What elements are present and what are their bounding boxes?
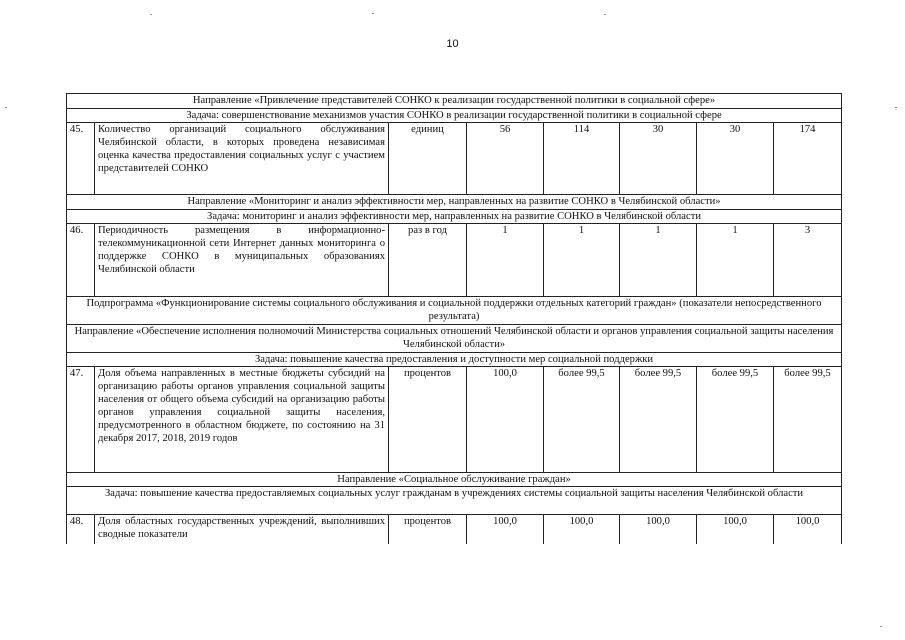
unit-cell: процентов bbox=[389, 367, 467, 473]
row-number: 47. bbox=[67, 367, 95, 473]
indicators-table bbox=[66, 93, 842, 544]
value-cell: 100,0 bbox=[544, 515, 620, 544]
direction-row bbox=[67, 195, 842, 210]
value-cell: более 99,5 bbox=[544, 367, 620, 473]
value-cell: 1 bbox=[697, 224, 774, 297]
value-cell: 174 bbox=[774, 123, 842, 195]
page-number: 10 bbox=[446, 38, 459, 50]
value-cell: 30 bbox=[697, 123, 774, 195]
direction-row bbox=[67, 473, 842, 487]
value-cell: более 99,5 bbox=[774, 367, 842, 473]
task-row bbox=[67, 109, 842, 123]
task-heading: Задача: совершенствование механизмов участия СОНКО в реализации государственной политики в социальной сфере bbox=[67, 109, 842, 123]
direction-heading: Направление «Мониторинг и анализ эффективности мер, направленных на развитие СОНКО в Челябинской области» bbox=[67, 195, 842, 210]
value-cell: 114 bbox=[544, 123, 620, 195]
indicator-row bbox=[67, 515, 842, 544]
value-cell: 30 bbox=[620, 123, 697, 195]
task-row bbox=[67, 210, 842, 224]
value-cell: более 99,5 bbox=[697, 367, 774, 473]
direction-heading: Направление «Обеспечение исполнения полномочий Министерства социальных отношений Челябинской области и органов управления социальной защиты населения Челябинской области» bbox=[67, 325, 842, 353]
value-cell: 100,0 bbox=[467, 515, 544, 544]
value-cell: 100,0 bbox=[697, 515, 774, 544]
task-row bbox=[67, 353, 842, 367]
task-heading: Задача: повышение качества предоставления и доступности мер социальной поддержки bbox=[67, 353, 842, 367]
unit-cell: раз в год bbox=[389, 224, 467, 297]
indicator-description: Периодичность размещения в информационно-телекоммуникационной сети Интернет данных мониторинга о поддержке СОНКО в муниципальных образованиях Челябинской области bbox=[95, 224, 389, 297]
value-cell: 100,0 bbox=[774, 515, 842, 544]
task-heading: Задача: мониторинг и анализ эффективности мер, направленных на развитие СОНКО в Челябинской области bbox=[67, 210, 842, 224]
value-cell: 1 bbox=[620, 224, 697, 297]
value-cell: 56 bbox=[467, 123, 544, 195]
row-number: 46. bbox=[67, 224, 95, 297]
scan-speck bbox=[880, 626, 882, 627]
unit-cell: единиц bbox=[389, 123, 467, 195]
scan-speck bbox=[150, 14, 152, 15]
value-cell: более 99,5 bbox=[620, 367, 697, 473]
value-cell: 1 bbox=[544, 224, 620, 297]
row-number: 45. bbox=[67, 123, 95, 195]
scan-speck bbox=[604, 14, 606, 15]
value-cell: 100,0 bbox=[467, 367, 544, 473]
indicator-description: Доля областных государственных учреждений, выполнивших сводные показатели bbox=[95, 515, 389, 544]
scan-speck bbox=[372, 13, 374, 14]
indicator-description: Доля объема направленных в местные бюджеты субсидий на организацию работы органов управления социальной защиты населения от общего объема субсидий на организацию работы органов управления социальной защиты населения, предусмотренного в областном бюджете, по состоянию на 31 декабря 2017, 2018, 2019 годов bbox=[95, 367, 389, 473]
subprogram-heading: Подпрограмма «Функционирование системы социального обслуживания и социальной поддержки отдельных категорий граждан» (показатели непосредственного результата) bbox=[67, 297, 842, 325]
scan-speck bbox=[5, 107, 7, 108]
direction-row bbox=[67, 325, 842, 353]
indicator-row bbox=[67, 123, 842, 195]
task-row bbox=[67, 487, 842, 515]
subprogram-row bbox=[67, 297, 842, 325]
scan-speck bbox=[895, 107, 897, 108]
task-heading: Задача: повышение качества предоставляемых социальных услуг гражданам в учреждениях системы социальной защиты населения Челябинской области bbox=[67, 487, 842, 515]
indicator-row bbox=[67, 367, 842, 473]
value-cell: 100,0 bbox=[620, 515, 697, 544]
value-cell: 1 bbox=[467, 224, 544, 297]
indicator-description: Количество организаций социального обслуживания Челябинской области, в которых проведена независимая оценка качества предоставления социальных услуг с участием представителей СОНКО bbox=[95, 123, 389, 195]
indicator-row bbox=[67, 224, 842, 297]
value-cell: 3 bbox=[774, 224, 842, 297]
unit-cell: процентов bbox=[389, 515, 467, 544]
row-number: 48. bbox=[67, 515, 95, 544]
direction-heading: Направление «Привлечение представителей СОНКО к реализации государственной политики в социальной сфере» bbox=[67, 94, 842, 109]
direction-heading: Направление «Социальное обслуживание граждан» bbox=[67, 473, 842, 487]
direction-row bbox=[67, 94, 842, 109]
